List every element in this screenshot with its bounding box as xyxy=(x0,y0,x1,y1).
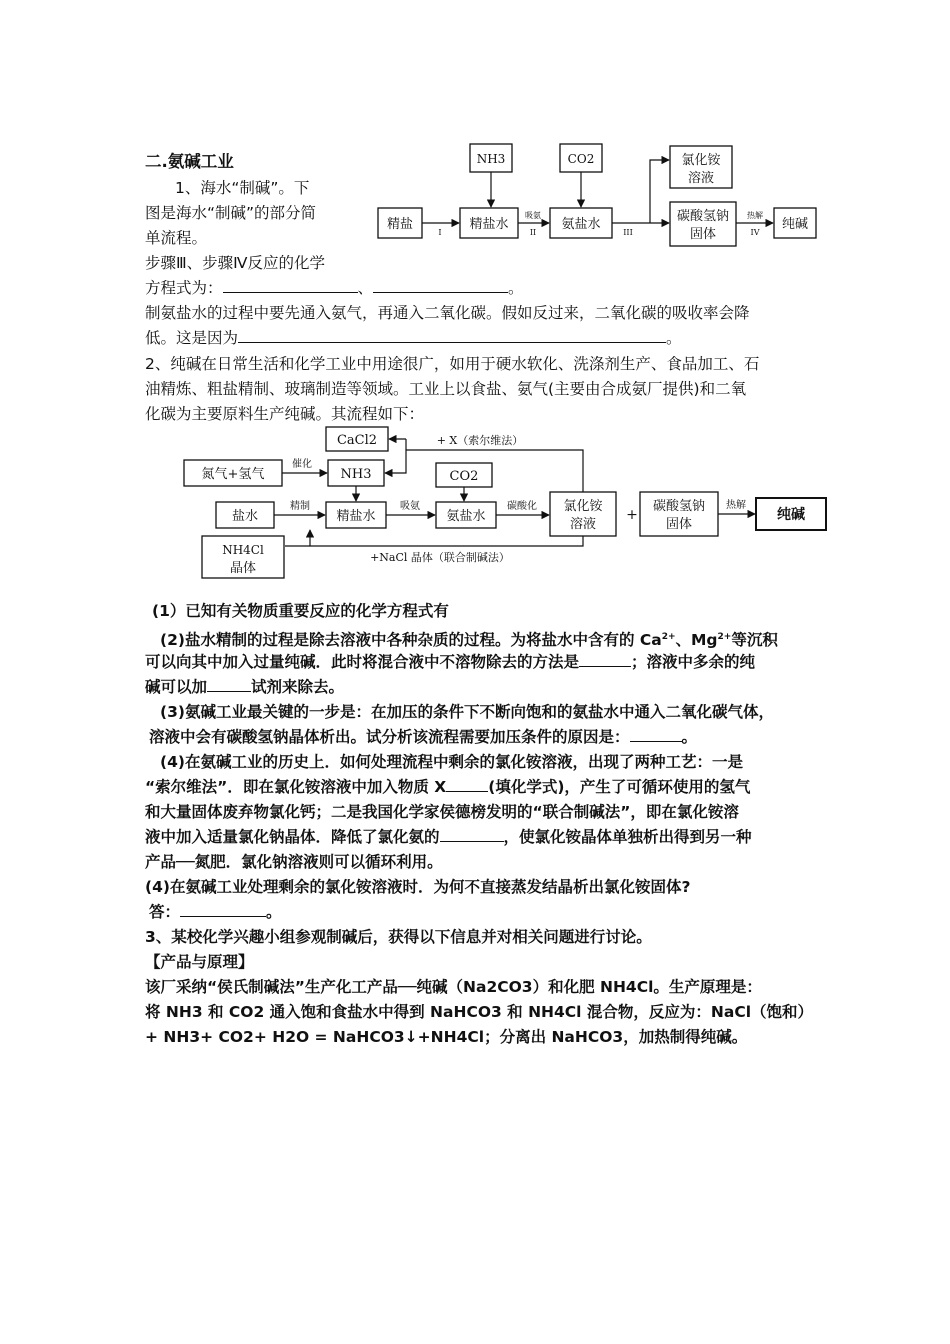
nahco3-label-b: 固体 xyxy=(665,517,693,532)
q2-part-5-answer xyxy=(149,901,282,923)
answer-blank[interactable] xyxy=(207,676,251,692)
flow-diagram-1 xyxy=(370,138,820,260)
nh4cl-label-b: 溶液 xyxy=(569,517,597,532)
nh3-label: NH3 xyxy=(476,152,506,166)
answer-blank[interactable] xyxy=(579,651,631,667)
text: 溶液中会有碳酸氢钠晶体析出。试分析该流程需要加压条件的原因是： xyxy=(149,728,630,746)
co2-label: CO2 xyxy=(567,152,595,166)
anyanshui-label: 氨盐水 xyxy=(561,217,601,232)
text: (2)盐水精制的过程是除去溶液中各种杂质的过程。为将盐水中含有的 Ca xyxy=(160,631,662,650)
text: 试剂来除去。 xyxy=(251,678,345,696)
chunjian-label: 纯碱 xyxy=(781,217,809,232)
q2-part-4-line-2 xyxy=(145,776,750,798)
q1-line-1: 1、海水“制碱”。下 xyxy=(175,179,310,197)
anyanshui-label: 氨盐水 xyxy=(446,509,486,524)
q1-line-3: 单流程。 xyxy=(145,229,208,247)
text: 可以向其中加入过量纯碱．此时将混合液中不溶物除去的方法是 xyxy=(145,653,580,671)
jingyanshui-label: 精盐水 xyxy=(469,217,509,232)
tansuanhua-label: 碳酸化 xyxy=(507,501,537,512)
q2-part-3-line-2 xyxy=(149,726,697,748)
q3-line-3: 该厂采纳“侯氏制碱法”生产化工产品──纯碱（Na2CO3）和化肥 NH4Cl。生产原理是： xyxy=(145,978,762,996)
text: 碱可以加 xyxy=(145,678,208,696)
section-title: 二.氨碱工业 xyxy=(145,152,234,171)
nh3-label: NH3 xyxy=(340,467,372,482)
xian-label: 吸氨 xyxy=(400,501,420,512)
q1-line-5 xyxy=(145,277,524,299)
q2-part-1: (1）已知有关物质重要反应的化学方程式有 xyxy=(152,602,449,620)
q1-line-6: 制氨盐水的过程中要先通入氨气，再通入二氧化碳。假如反过来，二氧化碳的吸收率会降 xyxy=(145,304,750,322)
arrow-to-nh4cl xyxy=(650,160,669,223)
ca-charge: 2+ xyxy=(661,632,676,642)
nahco3-label-b: 固体 xyxy=(689,227,717,242)
nh4cl-crystal-label-a: NH4Cl xyxy=(222,543,264,557)
nh4cl-label-b: 溶液 xyxy=(687,171,715,186)
chunjian-label: 纯碱 xyxy=(777,507,805,523)
text: 等沉积 xyxy=(731,631,778,650)
step-3-label: III xyxy=(623,228,633,237)
q3-line-2: 【产品与原理】 xyxy=(145,953,254,971)
text: (填化学式)，产生了可循环使用的氢气 xyxy=(488,778,751,796)
answer-blank[interactable] xyxy=(223,277,358,293)
q1-line-7 xyxy=(145,327,682,349)
xian-label: 吸氨 xyxy=(525,211,541,220)
q3-line-5: + NH3+ CO2+ H2O = NaHCO3↓+NH4Cl；分离出 NaHCO3，加热制得纯碱。 xyxy=(145,1028,748,1046)
answer-blank[interactable] xyxy=(180,901,266,917)
period: 。 xyxy=(508,279,524,297)
separator: 、 xyxy=(357,279,374,297)
nahco3-label-a: 碳酸氢钠 xyxy=(652,499,706,514)
text: 液中加入适量氯化钠晶体．降低了氯化氨的 xyxy=(145,828,440,846)
q1-line-7-text: 低。这是因为 xyxy=(145,329,239,347)
q2-line-1: 2、纯碱在日常生活和化学工业中用途很广，如用于硬水软化、洗涤剂生产、食品加工、石 xyxy=(145,355,760,373)
nahco3-label-a: 碳酸氢钠 xyxy=(676,209,730,224)
q2-part-4-line-5: 产品──氮肥．氯化钠溶液则可以循环利用。 xyxy=(145,853,443,871)
cuihua-label: 催化 xyxy=(292,459,312,470)
period: 。 xyxy=(681,728,698,746)
q2-line-3: 化碳为主要原料生产纯碱。其流程如下： xyxy=(145,405,425,423)
solvay-label: + X（索尔维法） xyxy=(436,434,524,447)
co2-label: CO2 xyxy=(449,469,479,484)
arrow-recycle-jingyanshui xyxy=(310,530,583,546)
rejie-label: 热解 xyxy=(726,500,746,511)
q2-part-4-line-1: (4)在氨碱工业的历史上．如何处理流程中剩余的氯化铵溶液，出现了两种工艺：一是 xyxy=(160,753,743,771)
plus-sign: + xyxy=(626,507,638,523)
step-4-label: IV xyxy=(750,228,760,237)
flow-diagram-2 xyxy=(180,422,830,584)
answer-blank[interactable] xyxy=(373,277,508,293)
period: 。 xyxy=(666,329,682,347)
q2-part-2-line-3 xyxy=(145,676,344,698)
answer-blank[interactable] xyxy=(446,776,488,792)
q2-part-4-line-3: 和大量固体废弃物氯化钙；二是我国化学家侯德榜发明的“联合制碱法”，即在氯化铵溶 xyxy=(145,803,739,821)
nh4cl-crystal-label-b: 晶体 xyxy=(229,561,257,576)
q1-line-2: 图是海水“制碱”的部分简 xyxy=(145,204,317,222)
cacl2-label: CaCl2 xyxy=(336,433,378,448)
hou-label: +NaCl 晶体（联合制碱法） xyxy=(370,551,510,564)
nh4cl-label-a: 氯化铵 xyxy=(681,153,721,168)
q2-line-2: 油精炼、粗盐精制、玻璃制造等领域。工业上以食盐、氨气(主要由合成氨厂提供)和二氧 xyxy=(145,380,747,398)
q2-part-2-line-1 xyxy=(160,626,778,651)
q3-line-4: 将 NH3 和 CO2 通入饱和食盐水中得到 NaHCO3 和 NH4Cl 混合物，反应为：NaCl（饱和） xyxy=(145,1003,814,1021)
q2-part-2-line-2 xyxy=(145,651,755,673)
text: ；溶液中多余的纯 xyxy=(631,653,756,671)
text: 、Mg xyxy=(675,631,718,650)
q1-line-4: 步骤Ⅲ、步骤Ⅳ反应的化学 xyxy=(145,254,325,272)
q1-line-5-text: 方程式为： xyxy=(145,279,223,297)
text: “索尔维法”．即在氯化铵溶液中加入物质 X xyxy=(145,778,447,796)
answer-blank[interactable] xyxy=(238,327,666,343)
text: 答： xyxy=(149,903,181,921)
mg-charge: 2+ xyxy=(717,632,732,642)
text: ，使氯化铵晶体单独析出得到另一种 xyxy=(503,828,752,846)
n2h2-label: 氮气+氢气 xyxy=(201,467,265,482)
step-2-label: II xyxy=(529,228,537,237)
yanshui-label: 盐水 xyxy=(231,509,259,524)
jingyan-label: 精盐 xyxy=(386,217,414,232)
nh4cl-label-a: 氯化铵 xyxy=(563,499,603,514)
q3-line-1: 3、某校化学兴趣小组参观制碱后，获得以下信息并对相关问题进行讨论。 xyxy=(145,928,652,946)
answer-blank[interactable] xyxy=(630,726,682,742)
answer-blank[interactable] xyxy=(440,826,504,842)
step-1-label: I xyxy=(438,228,442,237)
jingzhi-label: 精制 xyxy=(290,501,310,512)
q2-part-4-line-4 xyxy=(145,826,752,848)
period: 。 xyxy=(266,903,282,921)
q2-part-3-line-1: (3)氨碱工业最关键的一步是：在加压的条件下不断向饱和的氨盐水中通入二氧化碳气体， xyxy=(160,703,774,721)
jingyanshui-label: 精盐水 xyxy=(336,509,376,524)
q2-part-5: (4)在氨碱工业处理剩余的氯化铵溶液时．为何不直接蒸发结晶析出氯化铵固体? xyxy=(145,878,691,896)
rejie-label: 热解 xyxy=(747,211,763,220)
